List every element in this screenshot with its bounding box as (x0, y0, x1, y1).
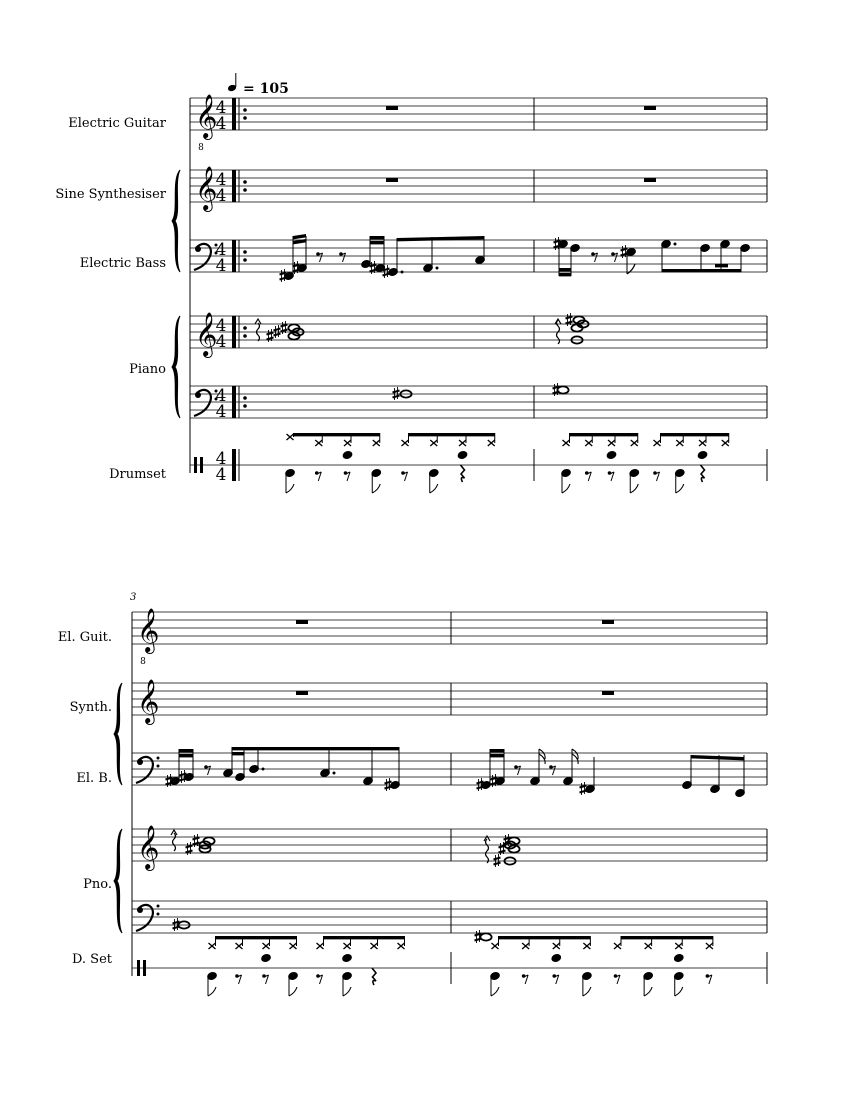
bass-clef-dot (157, 765, 160, 768)
cymbal-x (631, 440, 638, 446)
sharp-bar (267, 333, 274, 335)
staff (190, 98, 767, 130)
staff (132, 829, 767, 861)
repeat-dot (243, 404, 247, 408)
beam (715, 264, 728, 267)
svg-text:= 105: = 105 (243, 81, 289, 97)
eighth-rest (316, 252, 322, 262)
cymbal-x (706, 943, 713, 949)
sharp-bar (494, 858, 501, 860)
snare-note (697, 450, 707, 459)
notation (114, 94, 767, 996)
staff (132, 753, 767, 785)
sharp-bar (580, 786, 587, 788)
eighth-rest (339, 252, 345, 262)
eighth-rest (514, 765, 520, 775)
whole-rest (386, 178, 398, 182)
bass-clef (194, 390, 218, 417)
eighth-rest (611, 252, 617, 262)
time-signature-numerator: 4 (215, 449, 227, 469)
repeat-thick-bar (232, 449, 236, 481)
bass-clef-dot (157, 757, 160, 760)
sharp-bar (494, 863, 501, 865)
cymbal-x (398, 943, 405, 949)
dot (436, 267, 439, 270)
sharp-bar (370, 265, 377, 267)
treble-clef: 𝄞 (137, 679, 160, 723)
snare-note (457, 450, 467, 459)
cymbal-x (675, 943, 682, 949)
bass-clef-dot (157, 905, 160, 908)
sharp-bar (393, 391, 400, 393)
time-signature-numerator: 4 (215, 170, 227, 190)
bass-clef-dot (157, 913, 160, 916)
snare-note (674, 953, 684, 962)
cymbal-x (373, 440, 380, 446)
eighth-rest (706, 974, 712, 984)
whole-rest (644, 106, 656, 110)
sharp-bar (267, 338, 274, 340)
time-signature-numerator: 4 (215, 316, 227, 336)
eighth-rest (344, 471, 350, 481)
whole-note (557, 386, 568, 393)
sharp-bar (499, 851, 506, 853)
repeat-dot (243, 334, 247, 338)
staff (132, 901, 767, 933)
flag (286, 484, 294, 493)
dot (674, 243, 677, 246)
flag (627, 264, 635, 274)
octave-marker: 8 (140, 657, 146, 667)
cymbal-x (315, 440, 322, 446)
arpeggio-arrow (171, 830, 177, 835)
whole-rest (296, 620, 308, 624)
whole-rest (602, 620, 614, 624)
beam (397, 236, 484, 241)
sharp-bar (193, 843, 200, 845)
staff (190, 386, 767, 418)
staff (190, 240, 767, 272)
time-signature-denominator: 4 (215, 114, 227, 134)
repeat-thick-bar (232, 240, 236, 272)
eighth-rest (522, 974, 528, 984)
eighth-rest (316, 974, 322, 984)
repeat-dot (243, 326, 247, 330)
cymbal-x (344, 943, 351, 949)
repeat-thick-bar (232, 170, 236, 202)
beam (294, 433, 380, 436)
eighth-rest (614, 974, 620, 984)
eighth-rest (204, 765, 210, 775)
repeat-dot (243, 188, 247, 192)
eighth-rest (235, 974, 241, 984)
flag (343, 987, 351, 996)
flag (562, 484, 570, 493)
cymbal-x (654, 440, 661, 446)
eighth-rest (591, 252, 597, 262)
cymbal-x (371, 943, 378, 949)
flag (583, 987, 591, 996)
time-signature-denominator: 4 (215, 186, 227, 206)
beam (232, 752, 244, 755)
cymbal-x (608, 440, 615, 446)
label-d-set: D. Set (71, 952, 112, 967)
label-sine-synthesiser: Sine Synthesiser (55, 187, 166, 202)
cymbal-x (722, 440, 729, 446)
beam (559, 268, 571, 271)
beam (324, 936, 405, 939)
sharp-bar (193, 838, 200, 840)
sharp-bar (281, 325, 288, 327)
beam (662, 269, 741, 272)
time-signature-denominator: 4 (215, 402, 227, 422)
bass-clef (136, 757, 160, 784)
cymbal-x (583, 943, 590, 949)
beam (559, 273, 571, 276)
dot (262, 768, 265, 771)
eighth-rest (262, 974, 268, 984)
beam (370, 241, 384, 244)
octave-marker: 8 (198, 143, 204, 153)
flag (289, 987, 297, 996)
cymbal-x (459, 440, 466, 446)
flag (676, 484, 684, 493)
time-signature-numerator: 4 (215, 98, 227, 118)
bass-clef (136, 905, 160, 932)
whole-rest (602, 691, 614, 695)
whole-note (480, 933, 491, 940)
brace (114, 683, 122, 785)
staff (132, 683, 767, 715)
cymbal-x (290, 943, 297, 949)
sharp-bar (393, 396, 400, 398)
bass-clef (194, 244, 218, 271)
beam (179, 754, 193, 757)
cymbal-x (344, 440, 351, 446)
sharp-bar (566, 322, 573, 324)
cymbal-x (287, 434, 294, 440)
dot (401, 271, 404, 274)
flag (630, 484, 638, 493)
staff (190, 316, 767, 348)
dot (333, 772, 336, 775)
cymbal-x (699, 440, 706, 446)
brace (172, 316, 180, 418)
beam (490, 754, 504, 757)
label-el-b: El. B. (76, 771, 112, 786)
cymbal-x (553, 943, 560, 949)
brace (172, 170, 180, 272)
treble-clef: 𝄞 (195, 166, 218, 210)
time-signature-denominator: 4 (215, 465, 227, 485)
eighth-rest (315, 471, 321, 481)
percussion-clef (143, 960, 146, 976)
measure-number: 3 (130, 592, 137, 603)
label-pno: Pno. (83, 877, 112, 892)
time-signature-denominator: 4 (215, 256, 227, 276)
cymbal-x (585, 440, 592, 446)
label-electric-bass: Electric Bass (79, 256, 166, 271)
beam (216, 936, 297, 939)
flag (208, 987, 216, 996)
eighth-rest (653, 471, 659, 481)
treble-clef: 𝄞 (195, 94, 218, 138)
beam (232, 747, 399, 750)
cymbal-x (645, 943, 652, 949)
beam (570, 433, 638, 436)
cymbal-x (317, 943, 324, 949)
cymbal-x (402, 440, 409, 446)
percussion-clef (200, 457, 203, 473)
whole-rest (386, 106, 398, 110)
brace (114, 829, 122, 933)
percussion-clef (194, 457, 197, 473)
treble-clef: 𝄞 (195, 312, 218, 356)
snare-note (606, 450, 616, 459)
sharp-bar (274, 334, 281, 336)
time-signature-numerator: 4 (215, 240, 227, 260)
flag (675, 987, 683, 996)
eighth-rest (585, 471, 591, 481)
repeat-dot (243, 108, 247, 112)
bass-clef-dot (137, 759, 143, 765)
sharp-bar (186, 846, 193, 848)
flag (539, 749, 545, 764)
eighth-rest (608, 471, 614, 481)
label-electric-guitar: Electric Guitar (68, 116, 166, 131)
repeat-thick-bar (232, 386, 236, 418)
flag (372, 484, 380, 493)
bass-clef-dot (195, 246, 201, 252)
bass-clef-dot (195, 392, 201, 398)
whole-rest (644, 178, 656, 182)
snare-note (342, 450, 352, 459)
beam (661, 433, 729, 436)
flag (572, 749, 578, 764)
sharp-bar (385, 782, 392, 784)
arpeggio (486, 839, 489, 863)
quarter-rest (372, 968, 376, 985)
treble-clef: 𝄞 (137, 825, 160, 869)
flag (430, 484, 438, 493)
label-drumset: Drumset (109, 467, 166, 482)
repeat-dot (243, 116, 247, 120)
flag (491, 987, 499, 996)
beam (499, 936, 591, 939)
quarter-rest (461, 465, 465, 482)
repeat-dot (243, 250, 247, 254)
sharp-sign (494, 854, 501, 867)
cymbal-x (236, 943, 243, 949)
sharp-bar (281, 330, 288, 332)
cymbal-x (488, 440, 495, 446)
staff (190, 170, 767, 202)
time-signature-denominator: 4 (215, 332, 227, 352)
eighth-rest (401, 471, 407, 481)
time-signature-numerator: 4 (215, 386, 227, 406)
cymbal-x (563, 440, 570, 446)
treble-clef: 𝄞 (137, 608, 160, 652)
repeat-thick-bar (232, 316, 236, 348)
repeat-thick-bar (232, 98, 236, 130)
snare-note (342, 953, 352, 962)
label-piano: Piano (129, 362, 166, 377)
bass-clef-dot (137, 907, 143, 913)
whole-rest (296, 691, 308, 695)
cymbal-x (522, 943, 529, 949)
beam (621, 936, 713, 939)
beam (691, 755, 744, 760)
eighth-rest (552, 974, 558, 984)
cymbal-x (614, 943, 621, 949)
label-synth: Synth. (69, 700, 112, 715)
repeat-dot (243, 396, 247, 400)
tempo-marking (227, 73, 289, 97)
cymbal-x (430, 440, 437, 446)
label-el-guit: El. Guit. (57, 630, 112, 645)
snare-note (261, 953, 271, 962)
quarter-rest (701, 465, 705, 482)
arpeggio-arrow (555, 319, 561, 324)
arpeggio (173, 833, 176, 851)
sharp-bar (621, 249, 628, 251)
beam (490, 749, 504, 752)
repeat-dot (243, 258, 247, 262)
cymbal-x (209, 943, 216, 949)
beam (370, 236, 384, 239)
beam (293, 234, 306, 239)
sharp-sign (393, 387, 400, 400)
eighth-rest (549, 765, 555, 775)
snare-note (551, 953, 561, 962)
staff (132, 612, 767, 644)
sharp-sign (274, 325, 281, 338)
cymbal-x (263, 943, 270, 949)
beam (409, 433, 495, 436)
beam (179, 749, 193, 752)
cymbal-x (676, 440, 683, 446)
flag (644, 987, 652, 996)
repeat-dot (243, 180, 247, 184)
percussion-clef (137, 960, 140, 976)
sharp-bar (186, 851, 193, 853)
cymbal-x (492, 943, 499, 949)
sharp-bar (566, 317, 573, 319)
sharp-bar (274, 329, 281, 331)
